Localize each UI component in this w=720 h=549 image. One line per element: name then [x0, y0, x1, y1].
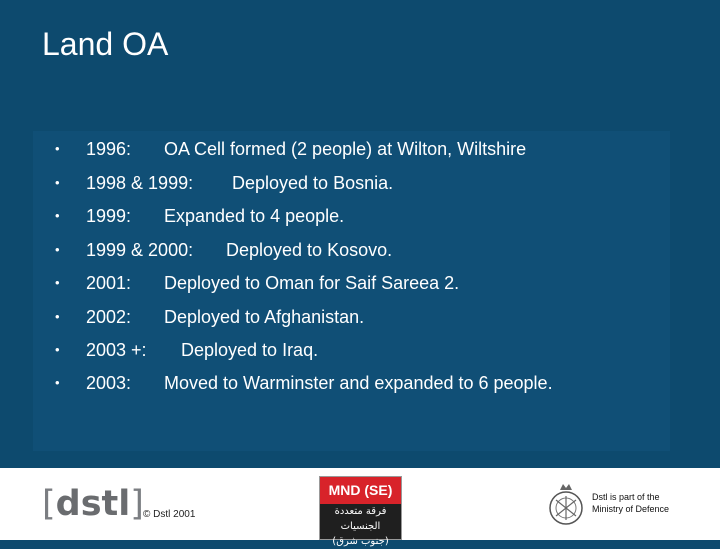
bullet-dot: • [55, 242, 60, 257]
bullet-item [33, 204, 670, 228]
bullet-item [33, 271, 670, 295]
mnd-badge-arabic-line1: فرقة متعددة الجنسيات [334, 506, 387, 532]
bullet-description: Deployed to Bosnia. [232, 173, 394, 193]
dstl-logo-text: dstl [55, 484, 131, 524]
bullet-year: 1999: [86, 206, 132, 226]
logo-bracket-left: [ [42, 484, 56, 524]
mod-crest-icon [546, 480, 586, 528]
bullet-description: Moved to Warminster and expanded to 6 people. [164, 373, 553, 393]
bullet-description: Deployed to Iraq. [181, 340, 319, 360]
mnd-badge-arabic-line2: (جنوب شرق) [332, 536, 389, 547]
bullet-dot: • [55, 375, 60, 390]
bullet-year: 1998 & 1999: [86, 173, 194, 193]
bullet-item [33, 171, 670, 195]
mnd-badge-title: MND (SE) [320, 477, 401, 504]
copyright-text: © Dstl 2001 [143, 509, 196, 520]
footer [0, 468, 720, 547]
bullet-item [33, 371, 670, 395]
logo-bracket-right: ] [130, 484, 144, 524]
bullet-description: Deployed to Oman for Saif Sareea 2. [164, 273, 460, 293]
bullet-year: 1996: [86, 139, 132, 159]
bullet-item [33, 338, 670, 362]
bullet-item [33, 238, 670, 262]
bullet-dot: • [55, 175, 60, 190]
bullet-year: 2001: [86, 273, 132, 293]
bullet-year: 1999 & 2000: [86, 240, 194, 260]
mod-text [592, 491, 669, 515]
bullet-description: OA Cell formed (2 people) at Wilton, Wiltshire [164, 139, 527, 159]
mnd-se-badge [319, 476, 402, 547]
bullet-dot: • [55, 275, 60, 290]
mnd-badge-arabic [320, 504, 401, 547]
mod-text-line1: Dstl is part of the [592, 492, 660, 502]
bullet-year: 2002: [86, 307, 132, 327]
slide-title: Land OA [42, 26, 169, 62]
dstl-logo [42, 484, 144, 524]
bullet-description: Expanded to 4 people. [164, 206, 345, 226]
bullet-dot: • [55, 208, 60, 223]
bullet-item [33, 305, 670, 329]
bullet-description: Deployed to Afghanistan. [164, 307, 365, 327]
bullet-dot: • [55, 342, 60, 357]
bullet-dot: • [55, 309, 60, 324]
bullet-year: 2003 +: [86, 340, 147, 360]
content-panel [33, 131, 670, 451]
bullet-description: Deployed to Kosovo. [226, 240, 393, 260]
bullet-dot: • [55, 141, 60, 156]
mod-text-line2: Ministry of Defence [592, 504, 670, 514]
bullet-item [33, 137, 670, 161]
bullet-year: 2003: [86, 373, 132, 393]
